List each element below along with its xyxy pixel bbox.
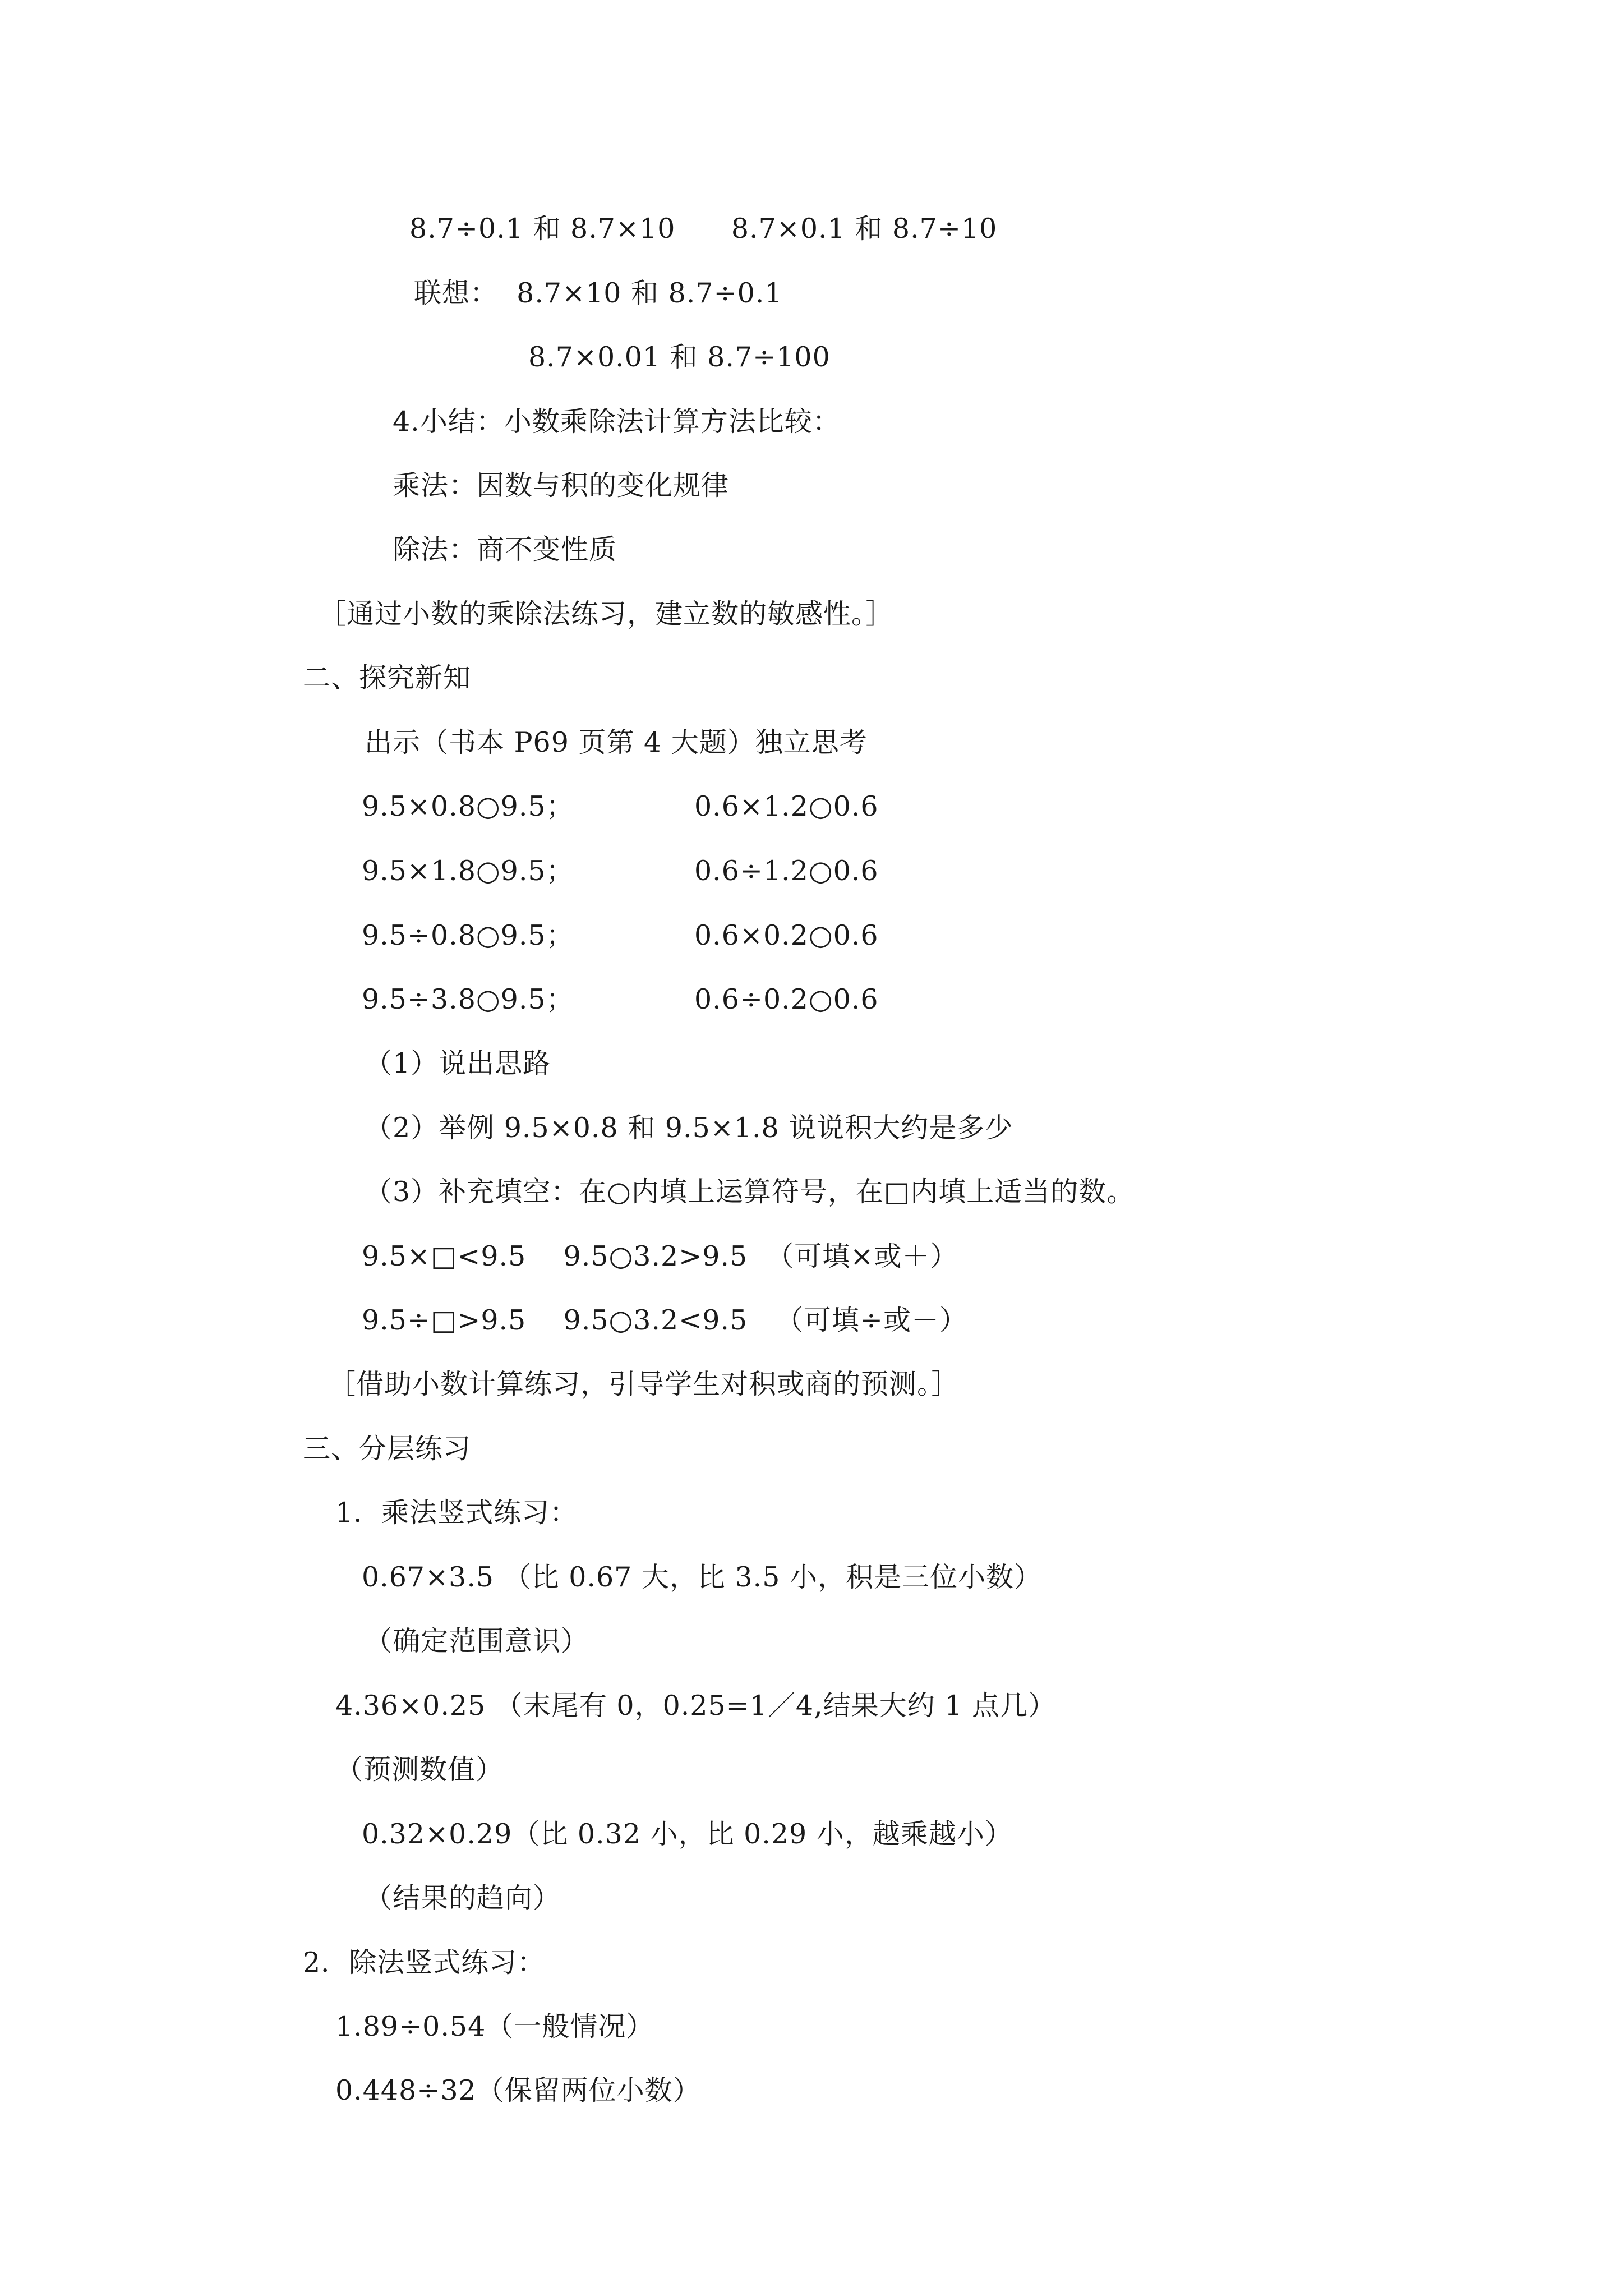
text-line: （预测数值） [335,1754,504,1786]
text-line: 1．乘法竖式练习： [335,1497,578,1529]
section-heading: 三、分层练习 [303,1433,472,1465]
text-line: 联想： 8.7×10 和 8.7÷0.1 [414,277,783,309]
text-line: （3）补充填空：在○内填上运算符号，在□内填上适当的数。 [365,1176,1135,1208]
text-line: 0.6÷1.2○0.6 [694,855,879,887]
text-line: ［通过小数的乘除法练习，建立数的敏感性。］ [319,598,894,630]
text-line: 0.6÷0.2○0.6 [694,983,879,1015]
text-line: 9.5÷0.8○9.5； [362,919,574,951]
text-line: 9.5×□<9.5 9.5○3.2>9.5 （可填×或＋） [362,1240,958,1272]
text-line: （2）举例 9.5×0.8 和 9.5×1.8 说说积大约是多少 [365,1112,1013,1144]
text-line: 0.32×0.29（比 0.32 小，比 0.29 小，越乘越小） [362,1818,1013,1850]
text-line: 0.67×3.5 （比 0.67 大，比 3.5 小，积是三位小数） [362,1561,1042,1593]
text-line: 除法：商不变性质 [393,533,617,565]
text-line: ［借助小数计算练习，引导学生对积或商的预测。］ [328,1368,960,1400]
text-line: 4.小结：小数乘除法计算方法比较： [393,406,841,438]
text-line: 9.5×1.8○9.5； [362,855,574,887]
text-line: 2．除法竖式练习： [303,1947,546,1978]
text-line: 出示（书本 P69 页第 4 大题）独立思考 [365,726,868,758]
section-heading: 二、探究新知 [303,662,472,694]
text-line: 乘法：因数与积的变化规律 [393,470,730,501]
text-line: 9.5÷3.8○9.5； [362,983,574,1015]
text-line: 4.36×0.25 （末尾有 0，0.25=1／4,结果大约 1 点几） [335,1690,1056,1722]
text-line: 1.89÷0.54（一般情况） [335,2010,654,2042]
text-line: （确定范围意识） [365,1625,589,1657]
text-line: 0.6×1.2○0.6 [694,790,879,822]
text-line: 9.5×0.8○9.5； [362,790,574,822]
text-line: （结果的趋向） [365,1882,561,1914]
text-line: 8.7×0.01 和 8.7÷100 [528,341,831,373]
text-line: 9.5÷□>9.5 9.5○3.2<9.5 （可填÷或－） [362,1304,967,1336]
text-line: 0.448÷32（保留两位小数） [335,2074,701,2106]
text-line: 0.6×0.2○0.6 [694,919,879,951]
text-line: （1）说出思路 [365,1047,551,1079]
text-line: 8.7÷0.1 和 8.7×10 8.7×0.1 和 8.7÷10 [409,213,998,245]
